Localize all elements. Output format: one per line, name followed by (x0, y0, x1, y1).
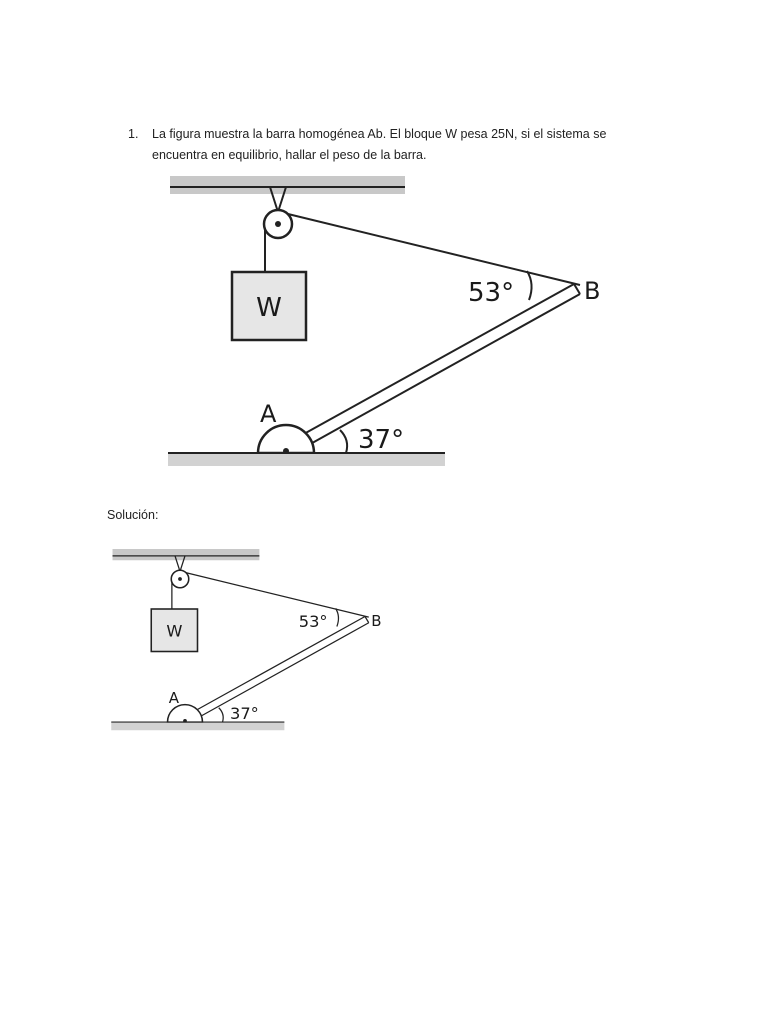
main-figure (160, 168, 620, 488)
angle-arc-53 (336, 608, 339, 626)
point-b-label: B (584, 277, 601, 305)
angle-53-label: 53° (298, 612, 328, 632)
angle-37-label: 37° (230, 704, 259, 723)
angle-arc-53 (527, 271, 532, 300)
problem-number: 1. (128, 127, 139, 141)
solution-label: Solución: (107, 508, 159, 522)
problem-text: La figura muestra la barra homogénea Ab. El bloque W pesa 25N, si el sistema se encuentra en equilibrio, hallar el peso de la barra. (152, 127, 607, 162)
point-a-label: A (168, 688, 180, 707)
ground-hatch (111, 723, 284, 731)
angle-arc-37 (340, 430, 347, 453)
ceiling-hatch (113, 549, 260, 560)
pulley-axle (275, 221, 281, 227)
bar-ab-edge-2 (197, 623, 369, 719)
block-w-label: W (166, 621, 183, 641)
point-b-label: B (371, 611, 382, 630)
angle-37-label: 37° (358, 425, 405, 455)
bar-ab-edge-1 (189, 617, 365, 715)
ceiling-hatch (170, 176, 405, 194)
pulley-axle (178, 577, 182, 581)
ground-hatch (168, 454, 445, 466)
rope-to-b (186, 573, 369, 617)
angle-53-label: 53° (468, 278, 515, 308)
angle-arc-37 (219, 708, 223, 722)
rope-to-b (288, 214, 580, 285)
point-a-label: A (260, 400, 277, 428)
bar-ab-edge-1 (293, 284, 574, 440)
solution-figure (105, 544, 395, 744)
bar-ab-edge-2 (305, 294, 580, 447)
block-w-label: W (256, 293, 282, 323)
